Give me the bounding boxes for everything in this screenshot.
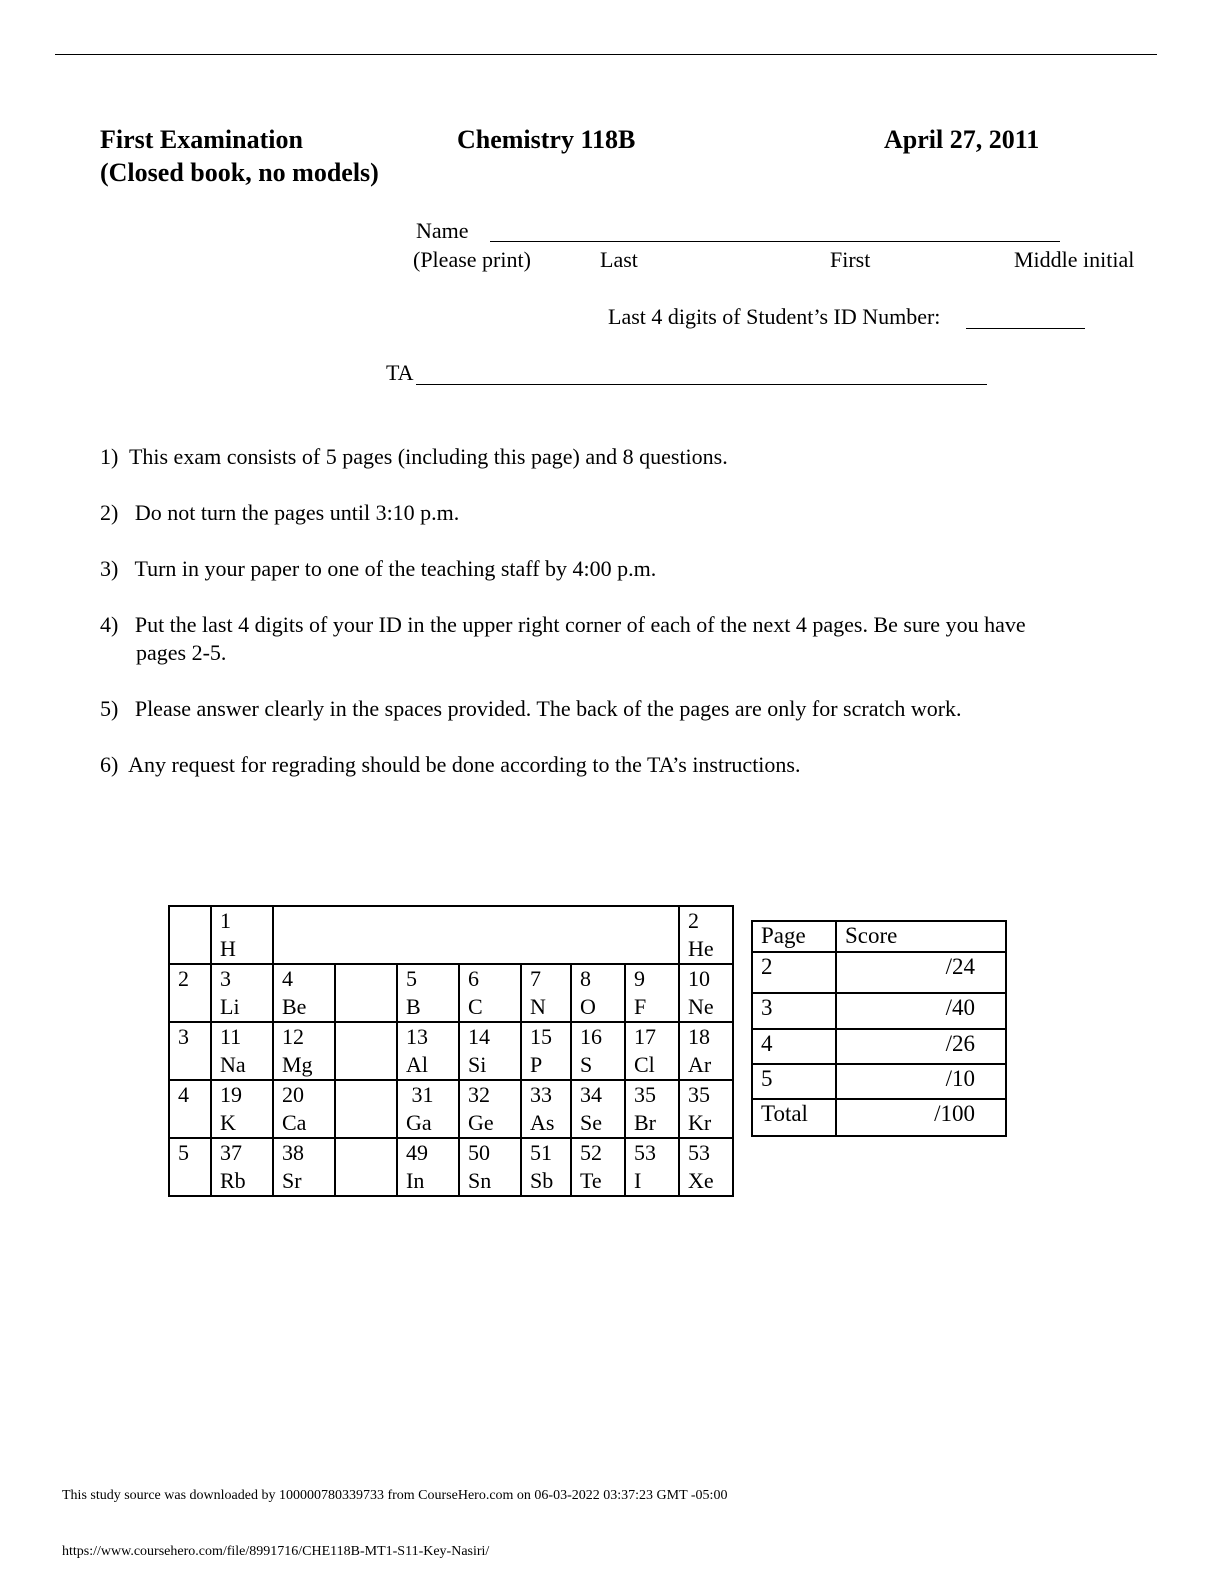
please-print-label: (Please print) <box>413 247 531 272</box>
empty-cell <box>335 1022 397 1080</box>
period-cell: 5 <box>169 1138 211 1196</box>
empty-cell <box>335 1138 397 1196</box>
name-label: Name <box>416 218 469 243</box>
element-cell: 5 B <box>397 964 459 1022</box>
score-column-header: Score <box>836 921 1006 952</box>
element-cell: 2 He <box>679 906 733 964</box>
course-name: Chemistry 118B <box>457 125 636 154</box>
page-cell: Total <box>752 1099 836 1136</box>
element-cell: 16 S <box>571 1022 625 1080</box>
element-cell: 7 N <box>521 964 571 1022</box>
student-id-label: Last 4 digits of Student’s ID Number: <box>608 304 941 329</box>
first-name-label: First <box>830 247 871 272</box>
instruction-number: 3) <box>100 556 119 581</box>
element-cell: 31 Ga <box>397 1080 459 1138</box>
element-cell: 50 Sn <box>459 1138 521 1196</box>
element-cell: 17 Cl <box>625 1022 679 1080</box>
instruction-text-continued: pages 2-5. <box>136 640 227 665</box>
period-cell: 3 <box>169 1022 211 1080</box>
element-cell: 11 Na <box>211 1022 273 1080</box>
download-notice: This study source was downloaded by 100000780339733 from CourseHero.com on 06-03-2022 03:37:23 GMT -05:00 <box>62 1488 728 1503</box>
element-cell: 53 I <box>625 1138 679 1196</box>
instruction-number: 2) <box>100 500 119 525</box>
element-cell: 35 Br <box>625 1080 679 1138</box>
last-name-label: Last <box>600 247 638 272</box>
element-cell: 4 Be <box>273 964 335 1022</box>
instruction-text: Any request for regrading should be done according to the TA’s instructions. <box>128 752 801 777</box>
element-cell: 6 C <box>459 964 521 1022</box>
period-cell: 4 <box>169 1080 211 1138</box>
element-cell: 9 F <box>625 964 679 1022</box>
element-cell: 3 Li <box>211 964 273 1022</box>
table-row <box>752 952 1006 993</box>
element-cell: 10 Ne <box>679 964 733 1022</box>
table-row <box>169 964 733 1022</box>
table-row <box>169 906 733 964</box>
score-cell[interactable]: /40 <box>836 993 1006 1029</box>
periodic-table <box>168 905 734 1197</box>
empty-cell <box>335 1080 397 1138</box>
element-cell: 1 H <box>211 906 273 964</box>
table-row <box>169 1138 733 1196</box>
student-id-input-line[interactable] <box>966 304 1085 329</box>
score-table <box>751 920 1007 1137</box>
table-row <box>752 1029 1006 1064</box>
element-cell: 13 Al <box>397 1022 459 1080</box>
ta-input-line[interactable] <box>416 360 987 385</box>
element-cell: 14 Si <box>459 1022 521 1080</box>
top-rule <box>55 54 1157 55</box>
element-cell: 38 Sr <box>273 1138 335 1196</box>
element-cell: 52 Te <box>571 1138 625 1196</box>
element-cell: 18 Ar <box>679 1022 733 1080</box>
table-row <box>752 1064 1006 1099</box>
page-cell: 4 <box>752 1029 836 1064</box>
element-cell: 15 P <box>521 1022 571 1080</box>
page-cell: 2 <box>752 952 836 993</box>
empty-cell <box>335 964 397 1022</box>
score-cell[interactable]: /100 <box>836 1099 1006 1136</box>
table-row <box>752 1099 1006 1136</box>
instruction-text: Put the last 4 digits of your ID in the upper right corner of each of the next 4 pages. Be sure you have <box>134 612 1026 637</box>
exam-date: April 27, 2011 <box>884 125 1040 154</box>
exam-subtitle: (Closed book, no models) <box>100 158 379 187</box>
instruction-item <box>100 611 1026 639</box>
score-cell[interactable]: /10 <box>836 1064 1006 1099</box>
element-cell: 51 Sb <box>521 1138 571 1196</box>
element-cell: 33 As <box>521 1080 571 1138</box>
element-cell: 53 Xe <box>679 1138 733 1196</box>
element-cell: 32 Ge <box>459 1080 521 1138</box>
exam-title: First Examination <box>100 125 303 154</box>
instruction-text: Do not turn the pages until 3:10 p.m. <box>134 500 460 525</box>
instruction-text: Turn in your paper to one of the teaching staff by 4:00 p.m. <box>134 556 657 581</box>
element-cell: 34 Se <box>571 1080 625 1138</box>
empty-span-cell <box>273 906 679 964</box>
instruction-item <box>100 555 656 583</box>
element-cell: 37 Rb <box>211 1138 273 1196</box>
instruction-text: This exam consists of 5 pages (including this page) and 8 questions. <box>128 444 728 469</box>
score-cell[interactable]: /26 <box>836 1029 1006 1064</box>
table-header-row <box>752 921 1006 952</box>
element-cell: 19 K <box>211 1080 273 1138</box>
page-cell: 3 <box>752 993 836 1029</box>
instruction-number: 1) <box>100 444 119 469</box>
name-input-line[interactable] <box>490 217 1060 242</box>
element-cell: 8 O <box>571 964 625 1022</box>
instruction-item <box>100 499 459 527</box>
element-cell: 49 In <box>397 1138 459 1196</box>
instruction-text: Please answer clearly in the spaces provided. The back of the pages are only for scratch work. <box>134 696 962 721</box>
table-row <box>169 1080 733 1138</box>
period-cell <box>169 906 211 964</box>
score-cell[interactable]: /24 <box>836 952 1006 993</box>
element-cell: 20 Ca <box>273 1080 335 1138</box>
table-row <box>169 1022 733 1080</box>
source-url[interactable]: https://www.coursehero.com/file/8991716/CHE118B-MT1-S11-Key-Nasiri/ <box>62 1544 490 1559</box>
instruction-number: 5) <box>100 696 119 721</box>
instruction-number: 6) <box>100 752 119 777</box>
element-cell: 35 Kr <box>679 1080 733 1138</box>
ta-label: TA <box>386 360 414 385</box>
instruction-item <box>100 443 728 471</box>
element-cell: 12 Mg <box>273 1022 335 1080</box>
instruction-item <box>100 751 800 779</box>
table-row <box>752 993 1006 1029</box>
page-column-header: Page <box>752 921 836 952</box>
instruction-number: 4) <box>100 612 119 637</box>
instruction-item <box>100 695 962 723</box>
period-cell: 2 <box>169 964 211 1022</box>
middle-initial-label: Middle initial <box>1014 247 1135 272</box>
page-cell: 5 <box>752 1064 836 1099</box>
